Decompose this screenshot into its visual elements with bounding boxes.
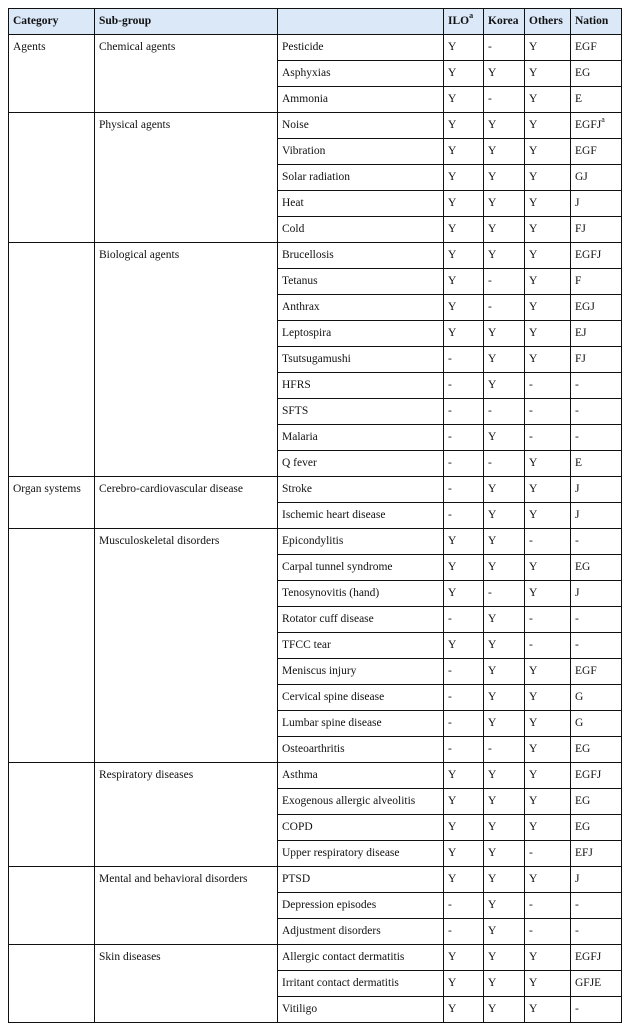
category-cell [9,867,95,945]
korea-cell: Y [484,711,525,737]
korea-cell: Y [484,503,525,529]
table-row [9,243,622,269]
ilo-cell: Y [444,867,484,893]
nation-cell: FJ [571,217,622,243]
ilo-cell: - [444,685,484,711]
disease-cell: Noise [278,113,444,139]
subgroup-cell: Chemical agents [95,35,278,113]
korea-cell: Y [484,633,525,659]
ilo-cell: Y [444,555,484,581]
others-cell: Y [525,997,571,1023]
nation-cell: - [571,399,622,425]
others-cell: Y [525,35,571,61]
ilo-cell: - [444,451,484,477]
nation-cell: EGFJ [571,243,622,269]
korea-cell: Y [484,763,525,789]
ilo-cell: Y [444,321,484,347]
nation-cell: - [571,529,622,555]
nation-cell: E [571,451,622,477]
nation-cell: - [571,607,622,633]
others-cell: Y [525,113,571,139]
korea-cell: Y [484,165,525,191]
ilo-cell: Y [444,295,484,321]
nation-cell: EG [571,61,622,87]
korea-cell: Y [484,607,525,633]
disease-cell: Asthma [278,763,444,789]
others-cell: - [525,633,571,659]
nation-cell: EFJ [571,841,622,867]
korea-cell: - [484,399,525,425]
nation-cell: EGF [571,35,622,61]
disease-cell: Tsutsugamushi [278,347,444,373]
others-cell: Y [525,945,571,971]
korea-cell: Y [484,919,525,945]
korea-cell: Y [484,867,525,893]
disease-cell: Exogenous allergic alveolitis [278,789,444,815]
disease-cell: Cold [278,217,444,243]
ilo-cell: Y [444,971,484,997]
disease-cell: Depression episodes [278,893,444,919]
disease-cell: Tenosynovitis (hand) [278,581,444,607]
ilo-cell: - [444,711,484,737]
korea-cell: Y [484,191,525,217]
nation-cell: EG [571,789,622,815]
nation-cell: EG [571,555,622,581]
others-cell: - [525,373,571,399]
korea-cell: Y [484,477,525,503]
table-body [9,35,622,1023]
ilo-cell: - [444,347,484,373]
header-ilo-label: ILO [448,15,470,27]
others-cell: Y [525,61,571,87]
others-cell: Y [525,295,571,321]
others-cell: Y [525,737,571,763]
disease-cell: Lumbar spine disease [278,711,444,737]
korea-cell: Y [484,659,525,685]
header-nation: Nation [571,9,622,35]
header-row [9,9,622,35]
others-cell: Y [525,815,571,841]
nation-cell: - [571,893,622,919]
korea-cell: - [484,581,525,607]
category-cell [9,243,95,477]
others-cell: Y [525,139,571,165]
header-ilo-footnote: a [469,11,474,21]
disease-cell: Pesticide [278,35,444,61]
ilo-cell: - [444,425,484,451]
others-cell: Y [525,477,571,503]
header-category: Category [9,9,95,35]
table-row [9,477,622,503]
korea-cell: Y [484,555,525,581]
nation-cell: J [571,191,622,217]
disease-cell: Stroke [278,477,444,503]
nation-cell: EGFJ [571,763,622,789]
disease-cell: Anthrax [278,295,444,321]
ilo-cell: Y [444,35,484,61]
header-korea: Korea [484,9,525,35]
others-cell: Y [525,87,571,113]
ilo-cell: Y [444,243,484,269]
nation-cell: G [571,685,622,711]
disease-cell: Heat [278,191,444,217]
korea-cell: Y [484,217,525,243]
occupational-disease-table [8,8,622,1023]
others-cell: Y [525,685,571,711]
nation-cell: EGF [571,659,622,685]
ilo-cell: Y [444,815,484,841]
disease-cell: Rotator cuff disease [278,607,444,633]
category-cell [9,945,95,1023]
disease-cell: Ischemic heart disease [278,503,444,529]
others-cell: - [525,529,571,555]
ilo-cell: - [444,399,484,425]
disease-cell: HFRS [278,373,444,399]
nation-cell: - [571,633,622,659]
nation-cell: E [571,87,622,113]
nation-cell: - [571,425,622,451]
korea-cell: - [484,269,525,295]
subgroup-cell: Mental and behavioral disorders [95,867,278,945]
korea-cell: Y [484,997,525,1023]
disease-cell: Allergic contact dermatitis [278,945,444,971]
ilo-cell: Y [444,841,484,867]
table-row [9,945,622,971]
table-row [9,763,622,789]
others-cell: - [525,893,571,919]
others-cell: Y [525,789,571,815]
nation-cell: F [571,269,622,295]
nation-cell [571,113,622,139]
korea-cell: Y [484,373,525,399]
subgroup-cell: Cerebro-cardiovascular disease [95,477,278,529]
korea-cell: Y [484,841,525,867]
korea-cell: - [484,451,525,477]
disease-cell: Leptospira [278,321,444,347]
korea-cell: Y [484,971,525,997]
nation-cell: J [571,503,622,529]
others-cell: Y [525,581,571,607]
occupational-disease-table-page [8,8,621,1023]
korea-cell: Y [484,113,525,139]
disease-cell: Malaria [278,425,444,451]
others-cell: Y [525,971,571,997]
korea-cell: - [484,87,525,113]
disease-cell: Vibration [278,139,444,165]
korea-cell: Y [484,347,525,373]
ilo-cell: - [444,893,484,919]
korea-cell: - [484,35,525,61]
nation-value: EGFJ [575,119,602,131]
nation-cell: EGJ [571,295,622,321]
korea-cell: Y [484,789,525,815]
disease-cell: PTSD [278,867,444,893]
disease-cell: Meniscus injury [278,659,444,685]
disease-cell: Brucellosis [278,243,444,269]
korea-cell: Y [484,815,525,841]
disease-cell: Tetanus [278,269,444,295]
ilo-cell: Y [444,633,484,659]
others-cell: Y [525,711,571,737]
table-row [9,867,622,893]
disease-cell: Irritant contact dermatitis [278,971,444,997]
nation-cell: EGFJ [571,945,622,971]
korea-cell: Y [484,139,525,165]
ilo-cell: Y [444,945,484,971]
nation-cell: EGF [571,139,622,165]
disease-cell: Epicondylitis [278,529,444,555]
ilo-cell: - [444,737,484,763]
korea-cell: Y [484,321,525,347]
ilo-cell: Y [444,581,484,607]
ilo-cell: Y [444,269,484,295]
category-cell [9,529,95,763]
disease-cell: SFTS [278,399,444,425]
korea-cell: Y [484,893,525,919]
nation-footnote: a [601,115,605,125]
disease-cell: TFCC tear [278,633,444,659]
disease-cell: COPD [278,815,444,841]
nation-cell: - [571,373,622,399]
korea-cell: - [484,737,525,763]
others-cell: Y [525,763,571,789]
subgroup-cell: Biological agents [95,243,278,477]
subgroup-cell: Physical agents [95,113,278,243]
category-cell [9,113,95,243]
ilo-cell: - [444,919,484,945]
others-cell: - [525,841,571,867]
ilo-cell: Y [444,529,484,555]
others-cell: Y [525,217,571,243]
ilo-cell: Y [444,763,484,789]
korea-cell: Y [484,243,525,269]
nation-cell: G [571,711,622,737]
disease-cell: Osteoarthritis [278,737,444,763]
others-cell: Y [525,659,571,685]
disease-cell: Upper respiratory disease [278,841,444,867]
others-cell: Y [525,269,571,295]
others-cell: - [525,607,571,633]
nation-cell: GJ [571,165,622,191]
ilo-cell: Y [444,191,484,217]
nation-cell: EJ [571,321,622,347]
korea-cell: Y [484,685,525,711]
nation-cell: EG [571,737,622,763]
disease-cell: Cervical spine disease [278,685,444,711]
others-cell: - [525,425,571,451]
subgroup-cell: Respiratory diseases [95,763,278,867]
disease-cell: Q fever [278,451,444,477]
header-ilo [444,9,484,35]
korea-cell: Y [484,529,525,555]
korea-cell: Y [484,61,525,87]
header-disease [278,9,444,35]
disease-cell: Adjustment disorders [278,919,444,945]
table-row [9,529,622,555]
ilo-cell: Y [444,997,484,1023]
ilo-cell: Y [444,789,484,815]
others-cell: Y [525,347,571,373]
others-cell: Y [525,243,571,269]
ilo-cell: - [444,607,484,633]
others-cell: Y [525,555,571,581]
nation-cell: J [571,477,622,503]
others-cell: Y [525,321,571,347]
disease-cell: Vitiligo [278,997,444,1023]
nation-cell: - [571,997,622,1023]
nation-cell: FJ [571,347,622,373]
others-cell: Y [525,867,571,893]
others-cell: - [525,399,571,425]
others-cell: - [525,919,571,945]
ilo-cell: Y [444,87,484,113]
subgroup-cell: Musculoskeletal disorders [95,529,278,763]
ilo-cell: - [444,659,484,685]
ilo-cell: Y [444,61,484,87]
nation-cell: GFJE [571,971,622,997]
ilo-cell: Y [444,217,484,243]
disease-cell: Solar radiation [278,165,444,191]
ilo-cell: - [444,503,484,529]
disease-cell: Ammonia [278,87,444,113]
nation-cell: J [571,867,622,893]
nation-cell: EG [571,815,622,841]
ilo-cell: Y [444,113,484,139]
ilo-cell: Y [444,139,484,165]
korea-cell: - [484,295,525,321]
korea-cell: Y [484,945,525,971]
header-subgroup: Sub-group [95,9,278,35]
nation-cell: - [571,919,622,945]
nation-cell: J [571,581,622,607]
disease-cell: Carpal tunnel syndrome [278,555,444,581]
category-cell: Organ systems [9,477,95,529]
korea-cell: Y [484,425,525,451]
table-row [9,113,622,139]
others-cell: Y [525,165,571,191]
header-others: Others [525,9,571,35]
category-cell [9,763,95,867]
ilo-cell: - [444,373,484,399]
others-cell: Y [525,191,571,217]
table-row [9,35,622,61]
ilo-cell: Y [444,165,484,191]
category-cell: Agents [9,35,95,113]
ilo-cell: - [444,477,484,503]
subgroup-cell: Skin diseases [95,945,278,1023]
others-cell: Y [525,503,571,529]
disease-cell: Asphyxias [278,61,444,87]
others-cell: Y [525,451,571,477]
